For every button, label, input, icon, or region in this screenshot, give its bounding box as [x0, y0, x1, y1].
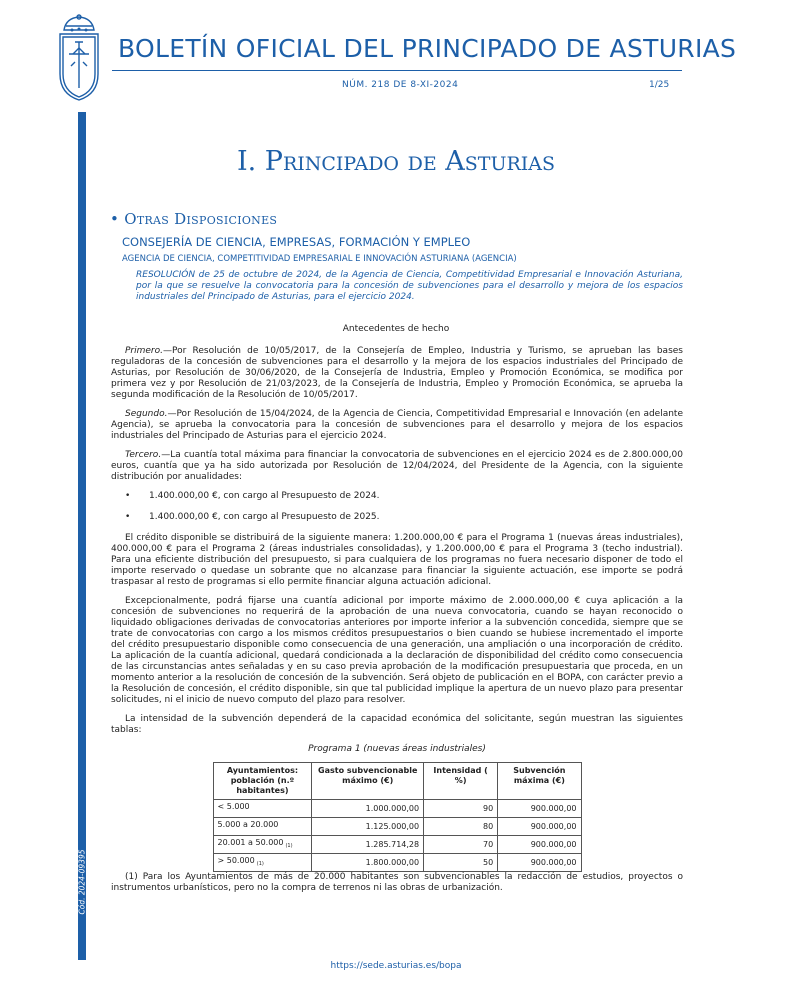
- document-code: Cód. 2024-09395: [77, 849, 87, 915]
- list-item: [111, 491, 683, 502]
- population-cell: [213, 836, 312, 854]
- sidebar-bar: [78, 112, 86, 960]
- paragraph-tercero: [111, 450, 683, 483]
- issue-number: NÚM. 218 DE 8-XI-2024: [342, 80, 459, 90]
- paragraph-lead: Tercero.: [125, 450, 162, 460]
- population-cell: [213, 800, 312, 818]
- table-header-row: [213, 763, 581, 800]
- population-value: 5.000 a 20.000: [217, 820, 279, 829]
- paragraph-lead: Primero.: [125, 346, 163, 356]
- agency-name: AGENCIA DE CIENCIA, COMPETITIVIDAD EMPRESARIAL E INNOVACIÓN ASTURIANA (AGENCIA): [122, 254, 517, 264]
- expense-cell: 1.800.000,00: [312, 854, 424, 872]
- list-item: [111, 512, 683, 523]
- paragraph-primero: [111, 346, 683, 401]
- column-header: Ayuntamientos: población (n.º habitantes): [213, 763, 312, 800]
- footer-link[interactable]: https://sede.asturias.es/bopa: [330, 961, 462, 971]
- intensity-cell: 90: [424, 800, 498, 818]
- subsection-title: • Otras Disposiciones: [110, 210, 278, 228]
- resolution-summary: RESOLUCIÓN de 25 de octubre de 2024, de la Agencia de Ciencia, Competitividad Empresarial e Innovación Asturiana, por la que se resuelve la convocatoria para la concesión de subvenciones para el desarrollo y mejora de los espacios industriales del Principado de Asturias, para el ejercicio 2024.: [136, 270, 683, 302]
- document-body: [111, 346, 683, 902]
- population-cell: [213, 818, 312, 836]
- expense-cell: 1.285.714,28: [312, 836, 424, 854]
- section-title: I. Principado de Asturias: [236, 146, 556, 177]
- footnote-ref: (1): [285, 843, 293, 849]
- table-row: [213, 854, 581, 872]
- budget-list: [111, 491, 683, 523]
- page-number: 1/25: [649, 80, 670, 90]
- grant-cell: 900.000,00: [498, 800, 581, 818]
- list-item-text: 1.400.000,00 €, con cargo al Presupuesto de 2025.: [149, 512, 380, 522]
- grant-cell: 900.000,00: [498, 836, 581, 854]
- section-heading: Antecedentes de hecho: [342, 324, 450, 334]
- masthead-title: BOLETÍN OFICIAL DEL PRINCIPADO DE ASTURIAS: [118, 34, 737, 63]
- paragraph-credit: El crédito disponible se distribuirá de la siguiente manera: 1.200.000,00 € para el Programa 1 (nuevas áreas industriales), 400.000,00 € para el Programa 2 (áreas industriales consolidadas), y 1.200.000,00 € para el Programa 3 (techo industrial). Para una eficiente distribución del presupuesto, si para cualquiera de los programas no fuera necesario disponer de todo el importe reservado o quedase un sobrante que no alcanzase para financiar la siguiente actuación, ese importe se podrá traspasar al resto de programas si ello permite financiar alguna actuación adicional.: [111, 533, 683, 587]
- footnote-ref: (1): [256, 861, 264, 867]
- table-row: [213, 800, 581, 818]
- paragraph-lead: Segundo.: [125, 409, 168, 419]
- grant-cell: 900.000,00: [498, 818, 581, 836]
- paragraph-text: —Por Resolución de 15/04/2024, de la Agencia de Ciencia, Competitividad Empresarial e Innovación (en adelante Agencia), se aprueba la convocatoria para la concesión de subvenciones para el desarrollo y mejora de los espacios industriales del Principado de Asturias para el ejercicio 2024.: [111, 409, 683, 441]
- intensity-cell: 80: [424, 818, 498, 836]
- population-value: 20.001 a 50.000: [217, 838, 284, 847]
- paragraph-text: —La cuantía total máxima para financiar la convocatoria de subvenciones en el ejercicio 2024 es de 2.800.000,00 euros, cuantía que ya ha sido autorizada por Resolución de 12/04/2024, del Presidente de la Agencia, con la siguiente distribución por anualidades:: [111, 450, 683, 482]
- column-header: Subvención máxima (€): [498, 763, 581, 800]
- table-row: [213, 818, 581, 836]
- column-header: Gasto subvencionable máximo (€): [312, 763, 424, 800]
- table-footnote: (1) Para los Ayuntamientos de más de 20.000 habitantes son subvencionables la redacción de estudios, proyectos o instrumentos urbanísticos, pero no la compra de terrenos ni las obras de urbanización.: [111, 872, 683, 893]
- population-value: < 5.000: [217, 802, 250, 811]
- intensity-cell: 70: [424, 836, 498, 854]
- paragraph-exception: Excepcionalmente, podrá fijarse una cuantía adicional por importe máximo de 2.000.000,00 € cuya aplicación a la concesión de subvenciones no requerirá de la aprobación de una nueva convocatoria, cuando se hayan reconocido o liquidado obligaciones derivadas de convocatorias anteriores por importe inferior a la subvención concedida, siempre que se trate de convocatorias con cargo a los mismos créditos presupuestarios o bien cuando se hubiese incrementado el importe del crédito presupuestario disponible como consecuencia de una generación, una ampliación o una incorporación de crédito. La aplicación de la cuantía adicional, quedará condicionada a la declaración de disponibilidad del crédito como consecuencia de las circunstancias antes señaladas y en su caso previa aprobación de la modificación presupuestaria que proceda, en un momento anterior a la resolución de concesión de la subvención. Será objeto de publicación en el BOPA, con carácter previo a la Resolución de concesión, el crédito disponible, sin que tal publicidad implique la apertura de un nuevo plazo para presentar solicitudes, ni el inicio de nuevo computo del plazo para resolver.: [111, 596, 683, 705]
- coat-of-arms-logo: [52, 14, 106, 102]
- expense-cell: 1.125.000,00: [312, 818, 424, 836]
- paragraph-intensity: La intensidad de la subvención dependerá de la capacidad económica del solicitante, según muestran las siguientes tablas:: [111, 714, 683, 735]
- header-rule: [112, 70, 682, 71]
- column-header: Intensidad ( %): [424, 763, 498, 800]
- table-title: Programa 1 (nuevas áreas industriales): [308, 744, 486, 754]
- population-cell: [213, 854, 312, 872]
- bullet-icon: •: [125, 512, 131, 522]
- table-row: [213, 836, 581, 854]
- paragraph-text: —Por Resolución de 10/05/2017, de la Consejería de Empleo, Industria y Turismo, se aprueban las bases reguladoras de la concesión de subvenciones para el desarrollo y la mejora de los espacios industriales del Principado de Asturias, por Resolución de 30/06/2020, de la Consejería de Industria, Empleo y Promoción Económica, se modifica por primera vez y por Resolución de 21/03/2023, de la Consejería de Industria, Empleo y Promoción Económica, se aprueba la segunda modificación de la Resolución de 10/05/2017.: [111, 346, 683, 400]
- grant-cell: 900.000,00: [498, 854, 581, 872]
- bullet-icon: •: [125, 491, 131, 501]
- expense-cell: 1.000.000,00: [312, 800, 424, 818]
- ministry-name: CONSEJERÍA DE CIENCIA, EMPRESAS, FORMACIÓN Y EMPLEO: [122, 235, 471, 249]
- population-value: > 50.000: [217, 856, 255, 865]
- intensity-cell: 50: [424, 854, 498, 872]
- grant-table: [213, 762, 582, 872]
- list-item-text: 1.400.000,00 €, con cargo al Presupuesto de 2024.: [149, 491, 380, 501]
- paragraph-segundo: [111, 409, 683, 442]
